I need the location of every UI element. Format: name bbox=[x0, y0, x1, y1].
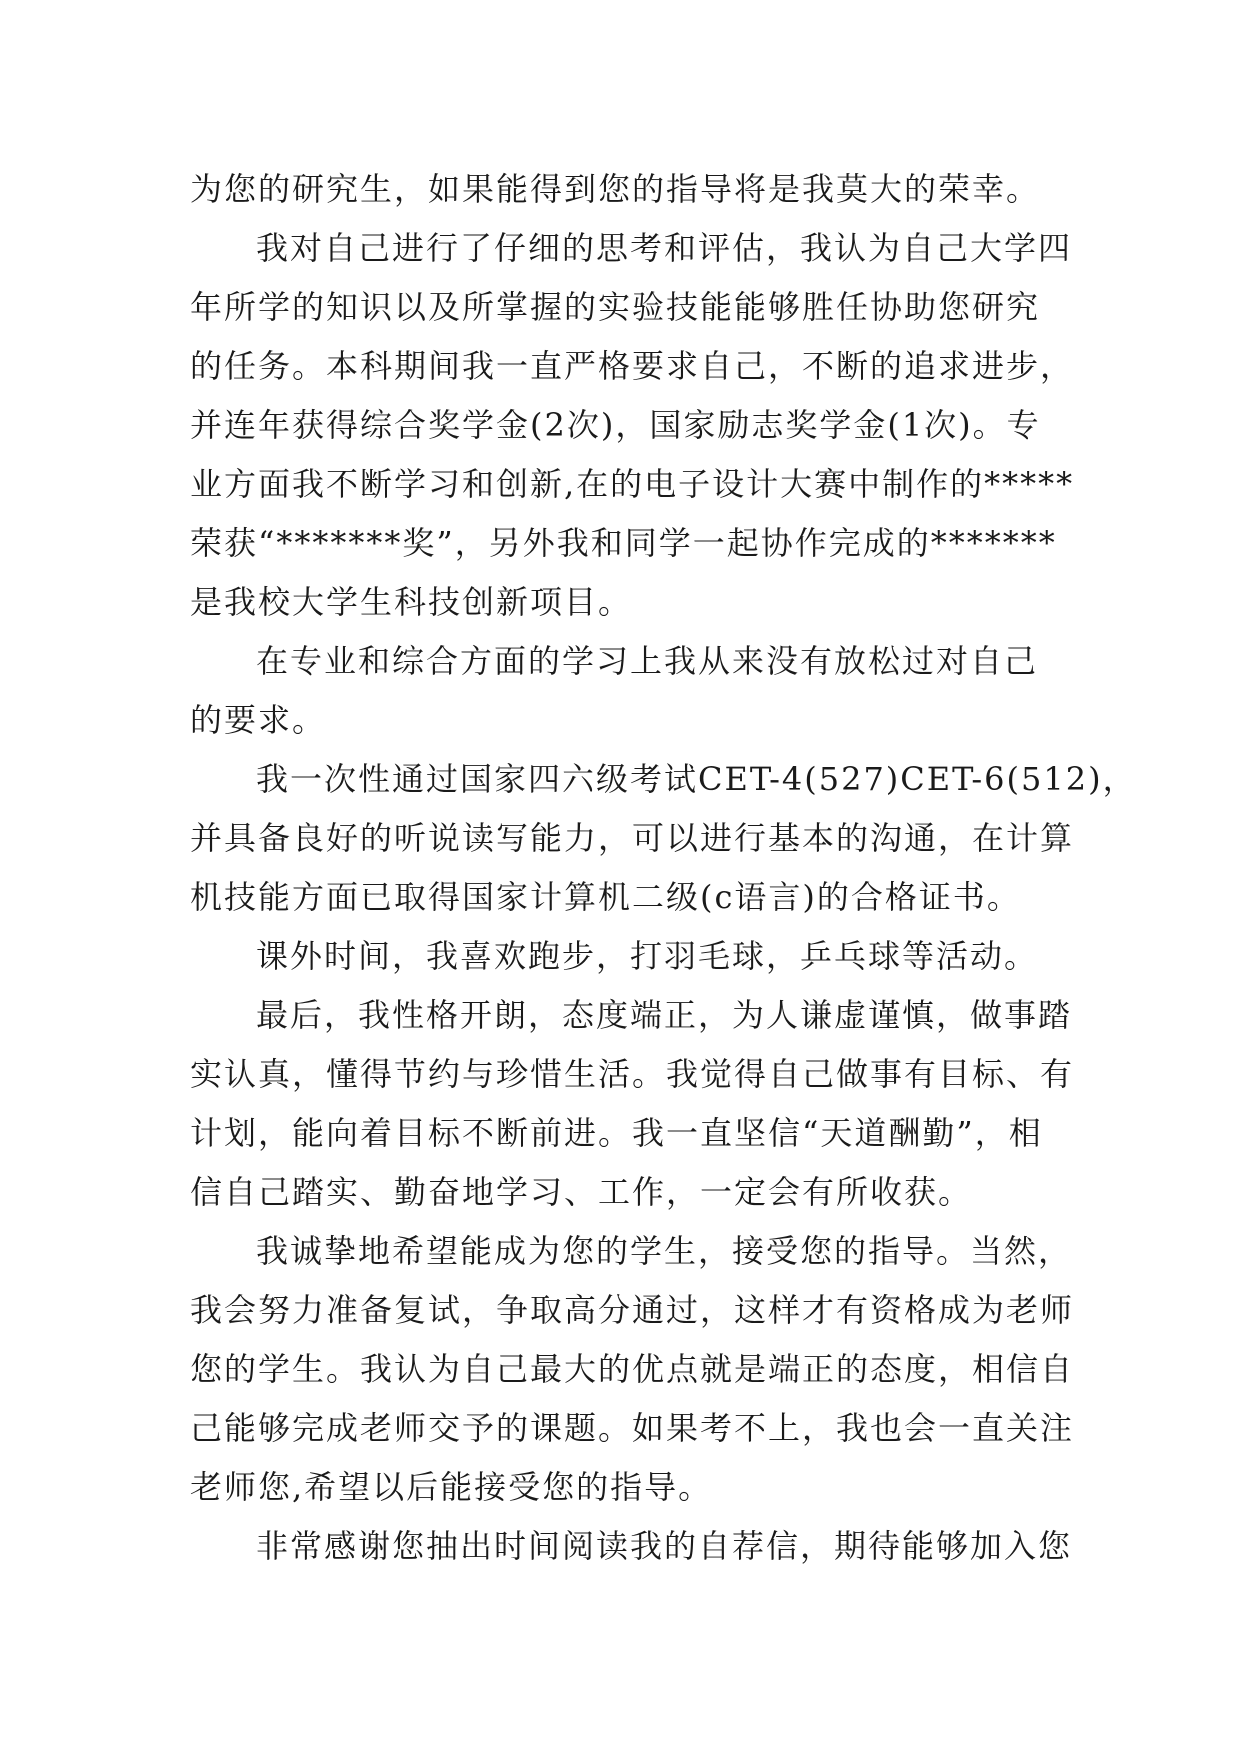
text-line: 机技能方面已取得国家计算机二级(c语言)的合格证书。 bbox=[190, 878, 1021, 916]
text-line: 并连年获得综合奖学金(2次)，国家励志奖学金(1次)。专 bbox=[190, 406, 1041, 444]
paragraph-start-line: 我一次性通过国家四六级考试CET-4(527)CET-6(512)， bbox=[256, 760, 1137, 798]
paragraph-start-line: 在专业和综合方面的学习上我从来没有放松过对自己 bbox=[256, 642, 1039, 680]
text-line: 的任务。本科期间我一直严格要求自己，不断的追求进步， bbox=[190, 347, 1075, 385]
text-line: 计划，能向着目标不断前进。我一直坚信“天道酬勤”，相 bbox=[190, 1114, 1043, 1152]
text-line: 业方面我不断学习和创新,在的电子设计大赛中制作的***** bbox=[190, 465, 1075, 503]
text-line: 并具备良好的听说读写能力，可以进行基本的沟通，在计算 bbox=[190, 819, 1075, 857]
paragraph-start-line: 最后，我性格开朗，态度端正，为人谦虚谨慎，做事踏 bbox=[256, 996, 1073, 1034]
text-line: 年所学的知识以及所掌握的实验技能能够胜任协助您研究 bbox=[190, 288, 1041, 326]
text-line: 荣获“*******奖”，另外我和同学一起协作完成的******* bbox=[190, 524, 1057, 562]
paragraph-start-line: 我对自己进行了仔细的思考和评估，我认为自己大学四 bbox=[256, 229, 1073, 267]
letter-body bbox=[190, 160, 1137, 1576]
text-line: 您的学生。我认为自己最大的优点就是端正的态度，相信自 bbox=[190, 1350, 1075, 1388]
text-line: 信自己踏实、勤奋地学习、工作，一定会有所收获。 bbox=[190, 1173, 973, 1211]
text-line: 实认真，懂得节约与珍惜生活。我觉得自己做事有目标、有 bbox=[190, 1055, 1075, 1093]
paragraph-start-line: 我诚挚地希望能成为您的学生，接受您的指导。当然， bbox=[256, 1232, 1073, 1270]
text-line: 我会努力准备复试，争取高分通过，这样才有资格成为老师 bbox=[190, 1291, 1075, 1329]
text-line: 老师您,希望以后能接受您的指导。 bbox=[190, 1468, 713, 1506]
text-line: 的要求。 bbox=[190, 701, 327, 739]
text-line: 为您的研究生，如果能得到您的指导将是我莫大的荣幸。 bbox=[190, 170, 1041, 208]
text-line: 己能够完成老师交予的课题。如果考不上，我也会一直关注 bbox=[190, 1409, 1075, 1447]
text-line: 是我校大学生科技创新项目。 bbox=[190, 583, 633, 621]
paragraph-start-line: 非常感谢您抽出时间阅读我的自荐信，期待能够加入您 bbox=[256, 1527, 1073, 1565]
paragraph-start-line: 课外时间，我喜欢跑步，打羽毛球，乒乓球等活动。 bbox=[256, 937, 1039, 975]
